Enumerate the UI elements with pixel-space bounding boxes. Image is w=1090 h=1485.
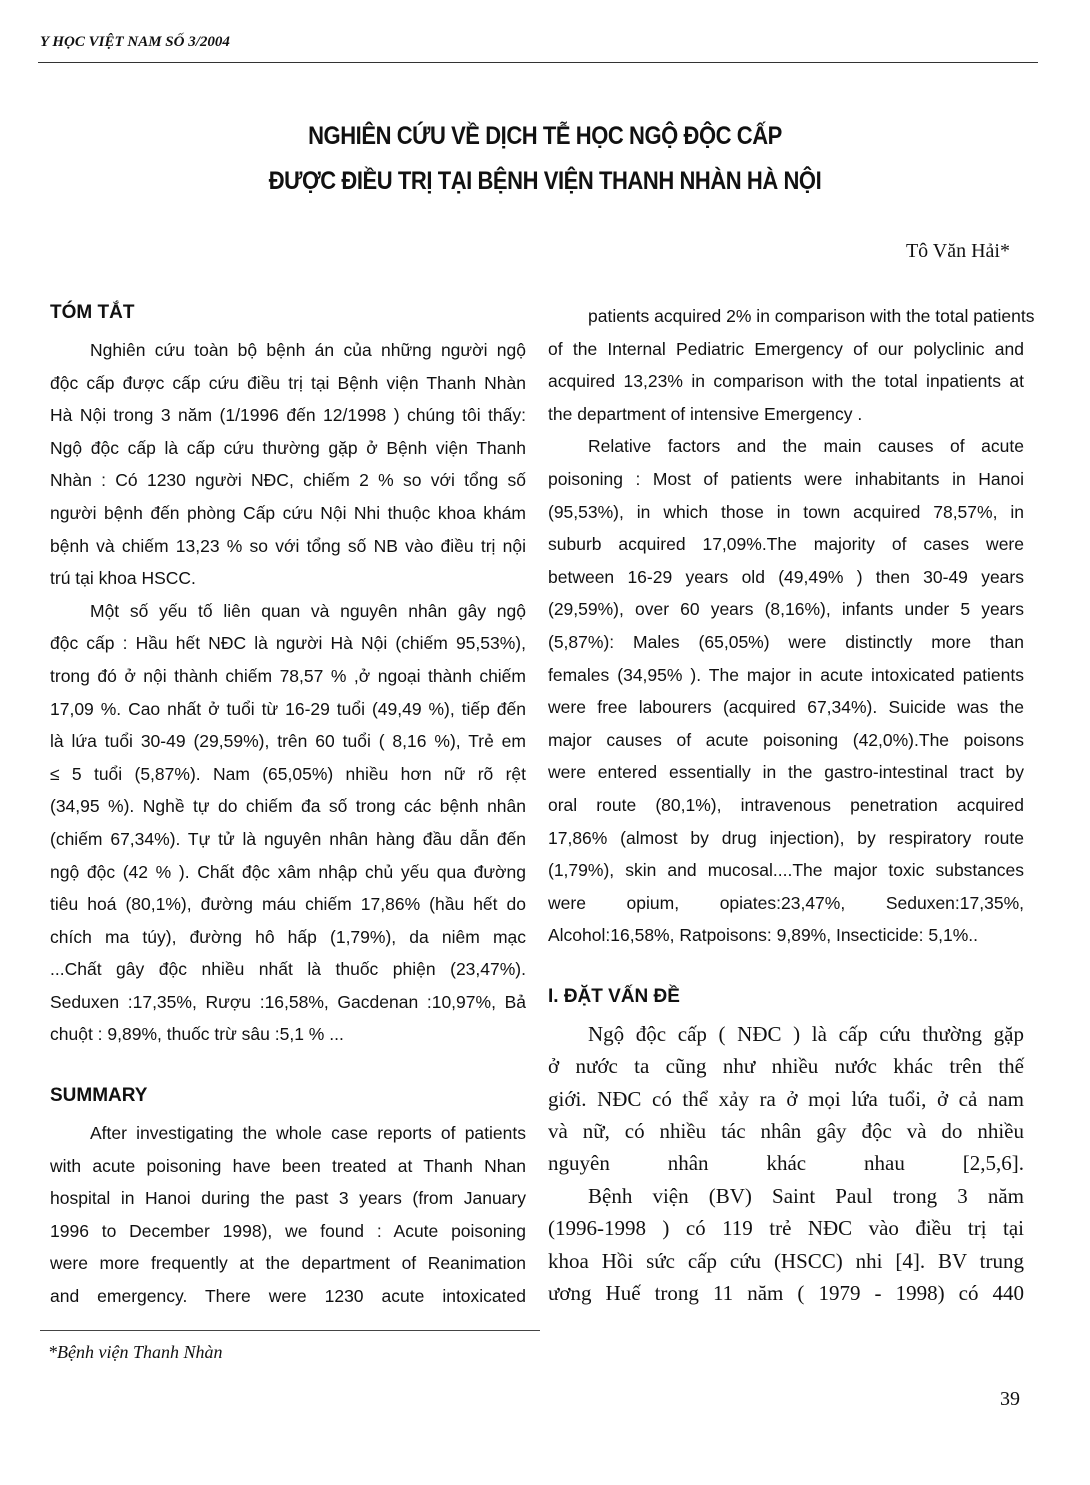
text-line: suburb acquired 17,09%.The majority of cases were	[548, 534, 1024, 555]
footnote: *Bệnh viện Thanh Nhàn	[48, 1342, 223, 1362]
tomtat-heading: TÓM TẮT	[50, 302, 135, 323]
text-line: were opium, opiates:23,47%, Seduxen:17,35%,	[548, 892, 1024, 913]
text-line: (29,59%), over 60 years (8,16%), infants under 5 years	[548, 599, 1024, 620]
text-line: were more frequently at the department of Reanimation	[50, 1253, 526, 1274]
text-line: were entered essentially in the gastro-intestinal tract by	[548, 762, 1024, 783]
text-line: Một số yếu tố liên quan và nguyên nhân gây ngộ	[90, 600, 526, 621]
author: Tô Văn Hải*	[905, 240, 1010, 262]
page-number: 39	[1000, 1388, 1020, 1410]
text-line: (1,79%), skin and mucosal....The major toxic substances	[548, 860, 1024, 881]
text-line: Ngộ độc cấp ( NĐC ) là cấp cứu thường gặp	[588, 1021, 1024, 1046]
text-line: nguyên nhân khác nhau [2,5,6].	[548, 1151, 1024, 1176]
text-line: females (34,95% ). The major in acute intoxicated patients	[548, 664, 1024, 685]
tomtat-body	[50, 334, 526, 1051]
text-line: Alcohol:16,58%, Ratpoisons: 9,89%, Insecticide: 5,1%..	[548, 925, 978, 946]
text-line: (95,53%), in which those in town acquired 78,57%, in	[548, 501, 1024, 522]
text-line: 17,86% (almost by drug injection), by respiratory route	[548, 827, 1024, 848]
text-line: (chiếm 67,34%). Tự tử là nguyên nhân hàng đầu dẫn đến	[50, 828, 526, 849]
text-line: between 16-29 years old (49,49% ) then 30-49 years	[548, 566, 1024, 587]
article-title-line-1: NGHIÊN CỨU VỀ DỊCH TỄ HỌC NGỘ ĐỘC CẤP	[308, 122, 782, 150]
text-line: were free labourers (acquired 67,34%). Suicide was the	[548, 697, 1024, 718]
text-line: Ngộ độc cấp là cấp cứu thường gặp ở Bệnh viện Thanh	[50, 437, 526, 458]
text-line: major causes of acute poisoning (42,0%).The poisons	[548, 729, 1024, 750]
text-line: Seduxen :17,35%, Rượu :16,58%, Gacdenan :10,97%, Bả	[50, 991, 526, 1012]
text-line: là lứa tuổi 30-49 (29,59%), trên 60 tuổi ( 8,16 %), Trẻ em	[50, 731, 526, 752]
text-line: with acute poisoning have been treated at Thanh Nhan	[50, 1155, 526, 1176]
text-line: chích ma túy), đường hô hấp (1,79%), da niêm mạc	[50, 926, 526, 947]
text-line: Nghiên cứu toàn bộ bệnh án của những người ngộ	[90, 340, 526, 360]
text-line: bệnh và chiếm 13,23 % so với tổng số NB vào điều trị nội	[50, 535, 526, 556]
section-1-body	[548, 1018, 1024, 1310]
text-line: khoa Hồi sức cấp cứu (HSCC) nhi [4]. BV trung	[548, 1248, 1024, 1273]
left-column	[50, 298, 526, 1313]
section-1-heading: I. ĐẶT VẤN ĐỀ	[548, 985, 680, 1007]
text-line: ngộ độc (42 % ). Chất độc xâm nhập chủ yếu qua đường	[50, 861, 526, 882]
text-line: Relative factors and the main causes of acute	[588, 436, 1024, 457]
text-line: độc cấp : Hầu hết NĐC là người Hà Nội (chiếm 95,53%),	[50, 633, 526, 654]
text-line: the department of intensive Emergency .	[548, 403, 863, 424]
article-title-line-2: ĐƯỢC ĐIỀU TRỊ TẠI BỆNH VIỆN THANH NHÀN HÀ NỘI	[268, 167, 822, 195]
text-line: After investigating the whole case reports of patients	[90, 1123, 526, 1144]
header-rule	[38, 62, 1038, 63]
footnote-rule	[40, 1330, 540, 1331]
right-column	[548, 300, 1035, 1309]
text-line: chuột : 9,89%, thuốc trừ sâu :5,1 % ...	[50, 1024, 344, 1045]
text-line: poisoning : Most of patients were inhabitants in Hanoi	[548, 468, 1024, 489]
text-line: độc cấp được cấp cứu điều trị tại Bệnh viện Thanh Nhàn	[50, 372, 526, 393]
text-line: Bệnh viện (BV) Saint Paul trong 3 năm	[588, 1183, 1024, 1208]
text-line: (1996-1998 ) có 119 trẻ NĐC vào điều trị tại	[548, 1216, 1024, 1241]
text-line: trong đó ở nội thành chiếm 78,57 % ,ở ngoại thành chiếm	[50, 665, 526, 686]
text-line: of the Internal Pediatric Emergency of our polyclinic and	[548, 338, 1024, 359]
text-line: (34,95 %). Nghề tự do chiếm đa số trong các bệnh nhân	[50, 796, 526, 817]
summary-body	[50, 1117, 526, 1313]
text-line: ...Chất gây độc nhiều nhất là thuốc phiện (23,47%).	[50, 959, 526, 980]
summary-continued	[548, 300, 1035, 952]
text-line: trú tại khoa HSCC.	[50, 568, 196, 589]
text-line: acquired 13,23% in comparison with the total inpatients at	[548, 371, 1024, 392]
journal-header: Y HỌC VIỆT NAM SỐ 3/2004	[40, 34, 230, 50]
text-line: 1996 to December 1998), we found : Acute poisoning	[50, 1220, 526, 1241]
text-line: tiêu hoá (80,1%), đường máu chiếm 17,86% (hầu hết do	[50, 894, 526, 915]
text-line: hospital in Hanoi during the past 3 years (from January	[50, 1188, 526, 1209]
text-line: and emergency. There were 1230 acute intoxicated	[50, 1286, 526, 1307]
summary-heading: SUMMARY	[50, 1085, 148, 1107]
text-line: patients acquired 2% in comparison with the total patients	[588, 306, 1035, 326]
text-line: ở nước ta cũng như nhiều nước khác trên thế	[548, 1054, 1024, 1079]
text-line: giới. NĐC có thể xảy ra ở mọi lứa tuổi, ở cả nam	[548, 1086, 1024, 1111]
text-line: ≤ 5 tuổi (5,87%). Nam (65,05%) nhiều hơn nữ rõ rệt	[50, 763, 526, 784]
text-line: người bệnh đến phòng Cấp cứu Nội Nhi thuộc khoa khám	[50, 502, 526, 523]
text-line: ương Huế trong 11 năm ( 1979 - 1998) có 440	[548, 1281, 1024, 1305]
text-line: oral route (80,1%), intravenous penetration acquired	[548, 794, 1024, 815]
text-line: Nhàn : Có 1230 người NĐC, chiếm 2 % so với tổng số	[50, 470, 526, 491]
text-line: 17,09 %. Cao nhất ở tuổi từ 16-29 tuổi (49,49 %), tiếp đến	[50, 698, 526, 719]
text-line: (5,87%): Males (65,05%) were distinctly more than	[548, 631, 1024, 652]
text-line: Hà Nội trong 3 năm (1/1996 đến 12/1998 ) chúng tôi thấy:	[50, 405, 526, 426]
text-line: và nữ, có nhiều tác nhân gây độc và do nhiều	[548, 1119, 1024, 1144]
